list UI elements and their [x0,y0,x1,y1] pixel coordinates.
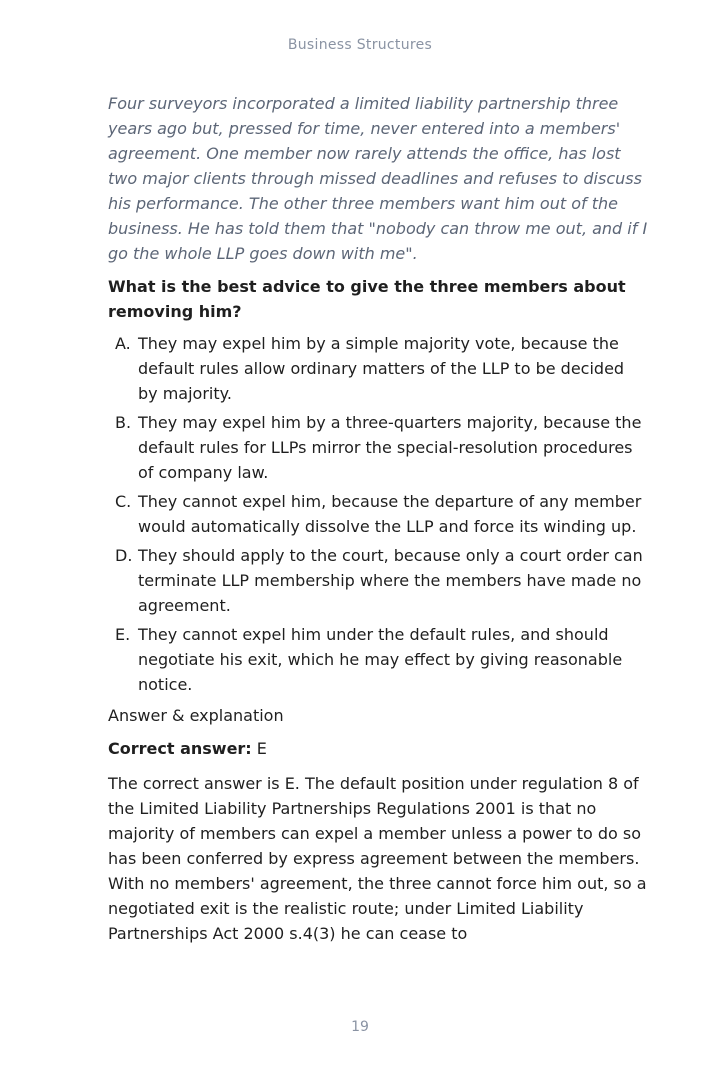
option-e [108,622,648,697]
answer-explanation-heading: Answer & explanation [108,706,284,725]
explanation-text: The correct answer is E. The default position under regulation 8 of the Limited Liability Partnerships Regulations 2001 is that no majority of members can expel a member unless a power to do so has been conferred by express agreement between the members. With no members' agreement, the three cannot force him out, so a negotiated exit is the realistic route; under Limited Liability Partnerships Act 2000 s.4(3) he can cease to [108,774,647,943]
correct-answer [108,736,648,761]
scenario-text: Four surveyors incorporated a limited liability partnership three years ago but, pressed for time, never entered into a members' agreement. One member now rarely attends the office, has lost two major clients through missed deadlines and refuses to discuss his performance. The other three members want him out of the business. He has told them that "nobody can throw me out, and if I go the whole LLP goes down with me". [108,94,648,263]
running-header: Business Structures [287,37,433,53]
question-text: What is the best advice to give the three members about removing him? [108,277,626,321]
options-list [108,331,648,697]
option-d [108,543,648,618]
option-letter: D. [115,546,133,565]
option-letter: B. [115,413,132,432]
page-number: 19 [351,1019,369,1035]
option-letter: E. [115,625,131,644]
option-letter: C. [115,492,132,511]
option-text: They cannot expel him, because the departure of any member would automatically dissolve the LLP and force its winding up. [138,492,642,536]
option-text: They cannot expel him under the default rules, and should negotiate his exit, which he may effect by giving reasonable notice. [138,625,623,694]
option-text: They should apply to the court, because only a court order can terminate LLP membership where the members have made no agreement. [138,546,643,615]
correct-answer-label: Correct answer: [108,739,252,758]
correct-answer-value: E [256,739,267,758]
option-a [108,331,648,406]
option-b [108,410,648,485]
option-letter: A. [115,334,131,353]
option-c [108,489,648,539]
option-text: They may expel him by a simple majority vote, because the default rules allow ordinary matters of the LLP to be decided by majority. [138,334,625,403]
option-text: They may expel him by a three-quarters majority, because the default rules for LLPs mirror the special-resolution procedures of company law. [138,413,642,482]
page-content [108,91,648,946]
